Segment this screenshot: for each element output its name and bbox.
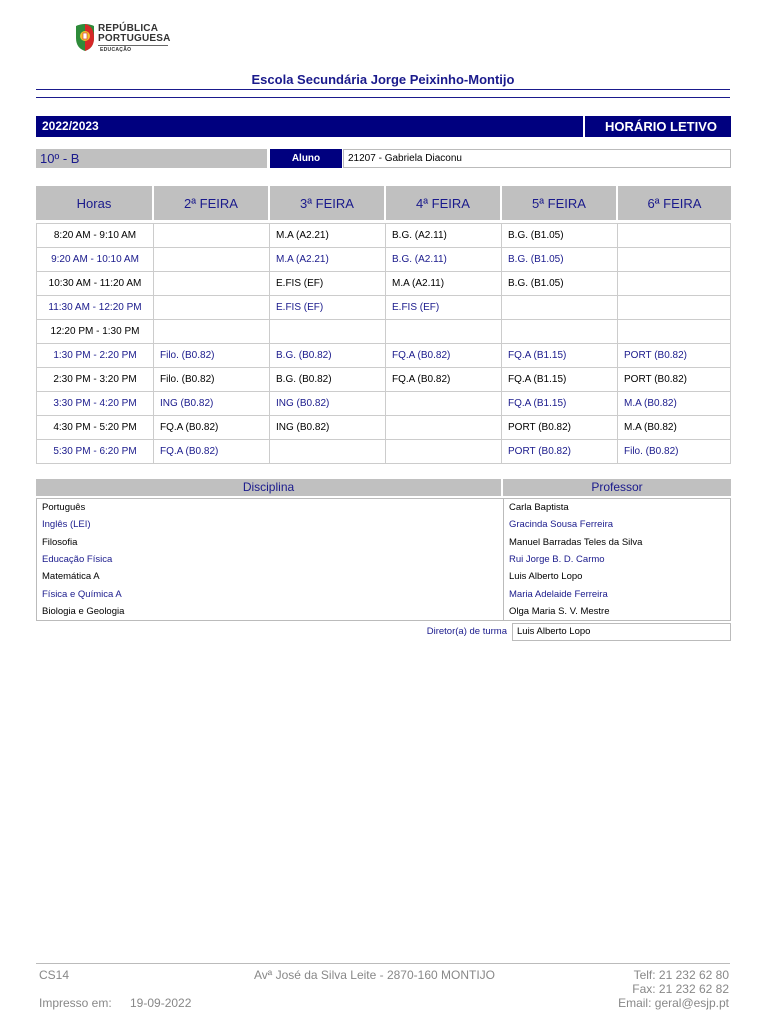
table-row [36, 368, 731, 392]
lesson-cell-wednesday [386, 392, 502, 416]
logo-line-3: EDUCAÇÃO [100, 47, 132, 53]
lesson-cell-thursday: FQ.A (B1.15) [502, 344, 618, 368]
lesson-cell-thursday [502, 320, 618, 344]
col-header-tuesday: 3ª FEIRA [270, 186, 386, 220]
lesson-cell-friday: M.A (B0.82) [618, 392, 731, 416]
time-slot-cell: 12:20 PM - 1:30 PM [36, 320, 154, 344]
school-year: 2022/2023 [36, 116, 583, 137]
lesson-cell-monday [154, 248, 270, 272]
footer-fax: Fax: 21 232 62 82 [632, 982, 729, 996]
lesson-cell-friday [618, 320, 731, 344]
lesson-cell-tuesday: M.A (A2.21) [270, 223, 386, 248]
lesson-cell-monday: ING (B0.82) [154, 392, 270, 416]
timetable-body [36, 220, 731, 464]
coat-of-arms-icon [74, 22, 96, 52]
discipline-name: Educação Física [42, 553, 113, 565]
time-slot-cell: 2:30 PM - 3:20 PM [36, 368, 154, 392]
table-row [36, 272, 731, 296]
discipline-name: Português [42, 502, 86, 513]
lesson-cell-monday [154, 223, 270, 248]
lesson-cell-monday: Filo. (B0.82) [154, 368, 270, 392]
lesson-cell-friday [618, 272, 731, 296]
teacher-name: Maria Adelaide Ferreira [509, 588, 608, 600]
lesson-cell-tuesday: ING (B0.82) [270, 392, 386, 416]
col-header-friday: 6ª FEIRA [618, 186, 731, 220]
discipline-name: Física e Química A [42, 588, 122, 600]
discipline-name: Matemática A [42, 571, 100, 583]
lesson-cell-monday [154, 272, 270, 296]
title-rule-top [36, 89, 730, 90]
col-header-hours: Horas [36, 186, 154, 220]
footer-code: CS14 [39, 968, 70, 982]
lesson-cell-wednesday: FQ.A (B0.82) [386, 344, 502, 368]
time-slot-cell: 1:30 PM - 2:20 PM [36, 344, 154, 368]
lesson-cell-tuesday [270, 440, 386, 464]
time-slot-cell: 3:30 PM - 4:20 PM [36, 392, 154, 416]
student-value: 21207 - Gabriela Diaconu [343, 149, 731, 168]
footer-divider [36, 963, 730, 964]
teacher-name: Rui Jorge B. D. Carmo [509, 553, 605, 565]
lesson-cell-friday [618, 223, 731, 248]
lesson-cell-friday [618, 248, 731, 272]
lesson-cell-friday: PORT (B0.82) [618, 344, 731, 368]
disciplines-divider [503, 498, 504, 621]
logo-divider [98, 45, 168, 46]
disciplines-table [36, 498, 731, 621]
table-row [36, 320, 731, 344]
lesson-cell-friday: M.A (B0.82) [618, 416, 731, 440]
title-rule-bottom [36, 97, 730, 98]
discipline-name: Biologia e Geologia [42, 605, 125, 617]
lesson-cell-thursday: PORT (B0.82) [502, 440, 618, 464]
time-slot-cell: 5:30 PM - 6:20 PM [36, 440, 154, 464]
table-row [36, 392, 731, 416]
table-row [36, 440, 731, 464]
teacher-name: Gracinda Sousa Ferreira [509, 519, 614, 531]
schedule-type: HORÁRIO LETIVO [585, 116, 731, 137]
lesson-cell-wednesday: M.A (A2.11) [386, 272, 502, 296]
lesson-cell-wednesday: B.G. (A2.11) [386, 248, 502, 272]
col-header-monday: 2ª FEIRA [154, 186, 270, 220]
class-director-label: Diretor(a) de turma [426, 626, 507, 637]
school-title: Escola Secundária Jorge Peixinho-Montijo [251, 72, 515, 87]
lesson-cell-wednesday: FQ.A (B0.82) [386, 368, 502, 392]
lesson-cell-wednesday [386, 416, 502, 440]
lesson-cell-thursday: B.G. (B1.05) [502, 248, 618, 272]
logo-line-1: REPÚBLICA [98, 23, 159, 34]
col-header-wednesday: 4ª FEIRA [386, 186, 502, 220]
lesson-cell-thursday: B.G. (B1.05) [502, 272, 618, 296]
table-row [36, 296, 731, 320]
lesson-cell-thursday: FQ.A (B1.15) [502, 392, 618, 416]
time-slot-cell: 8:20 AM - 9:10 AM [36, 223, 154, 248]
time-slot-cell: 11:30 AM - 12:20 PM [36, 296, 154, 320]
lesson-cell-tuesday: ING (B0.82) [270, 416, 386, 440]
republic-logo [74, 22, 184, 58]
lesson-cell-friday: Filo. (B0.82) [618, 440, 731, 464]
time-slot-cell: 9:20 AM - 10:10 AM [36, 248, 154, 272]
lesson-cell-monday: Filo. (B0.82) [154, 344, 270, 368]
lesson-cell-tuesday: E.FIS (EF) [270, 272, 386, 296]
time-slot-cell: 10:30 AM - 11:20 AM [36, 272, 154, 296]
footer-printed-date: 19-09-2022 [130, 996, 192, 1010]
disciplines-header: Disciplina [36, 479, 501, 496]
lesson-cell-monday: FQ.A (B0.82) [154, 416, 270, 440]
table-row [36, 416, 731, 440]
table-row [36, 248, 731, 272]
logo-line-2: PORTUGUESA [98, 33, 171, 44]
lesson-cell-wednesday: E.FIS (EF) [386, 296, 502, 320]
footer-address: Avª José da Silva Leite - 2870-160 MONTIJO [254, 968, 495, 982]
lesson-cell-tuesday [270, 320, 386, 344]
lesson-cell-wednesday: B.G. (A2.11) [386, 223, 502, 248]
lesson-cell-tuesday: E.FIS (EF) [270, 296, 386, 320]
lesson-cell-tuesday: B.G. (B0.82) [270, 344, 386, 368]
table-row [36, 344, 731, 368]
teacher-name: Luis Alberto Lopo [509, 571, 583, 583]
lesson-cell-tuesday: B.G. (B0.82) [270, 368, 386, 392]
discipline-name: Filosofia [42, 536, 78, 548]
time-slot-cell: 4:30 PM - 5:20 PM [36, 416, 154, 440]
class-name: 10º - B [36, 149, 267, 168]
discipline-name: Inglês (LEI) [42, 519, 91, 531]
teachers-header: Professor [503, 479, 731, 496]
teacher-name: Manuel Barradas Teles da Silva [509, 536, 643, 548]
teacher-name: Carla Baptista [509, 502, 569, 513]
lesson-cell-tuesday: M.A (A2.21) [270, 248, 386, 272]
lesson-cell-friday: PORT (B0.82) [618, 368, 731, 392]
lesson-cell-thursday: PORT (B0.82) [502, 416, 618, 440]
timetable [36, 186, 731, 464]
student-label: Aluno [270, 149, 342, 168]
footer-printed-label: Impresso em: [39, 996, 112, 1010]
lesson-cell-thursday: B.G. (B1.05) [502, 223, 618, 248]
footer-phone: Telf: 21 232 62 80 [633, 968, 729, 982]
lesson-cell-friday [618, 296, 731, 320]
lesson-cell-monday [154, 320, 270, 344]
teacher-name: Olga Maria S. V. Mestre [509, 605, 610, 617]
lesson-cell-monday [154, 296, 270, 320]
timetable-header-row [36, 186, 731, 220]
class-director-value: Luis Alberto Lopo [512, 623, 731, 641]
table-row [36, 223, 731, 248]
lesson-cell-wednesday [386, 440, 502, 464]
lesson-cell-thursday [502, 296, 618, 320]
lesson-cell-thursday: FQ.A (B1.15) [502, 368, 618, 392]
footer-email: Email: geral@esjp.pt [618, 996, 729, 1010]
lesson-cell-wednesday [386, 320, 502, 344]
lesson-cell-monday: FQ.A (B0.82) [154, 440, 270, 464]
col-header-thursday: 5ª FEIRA [502, 186, 618, 220]
